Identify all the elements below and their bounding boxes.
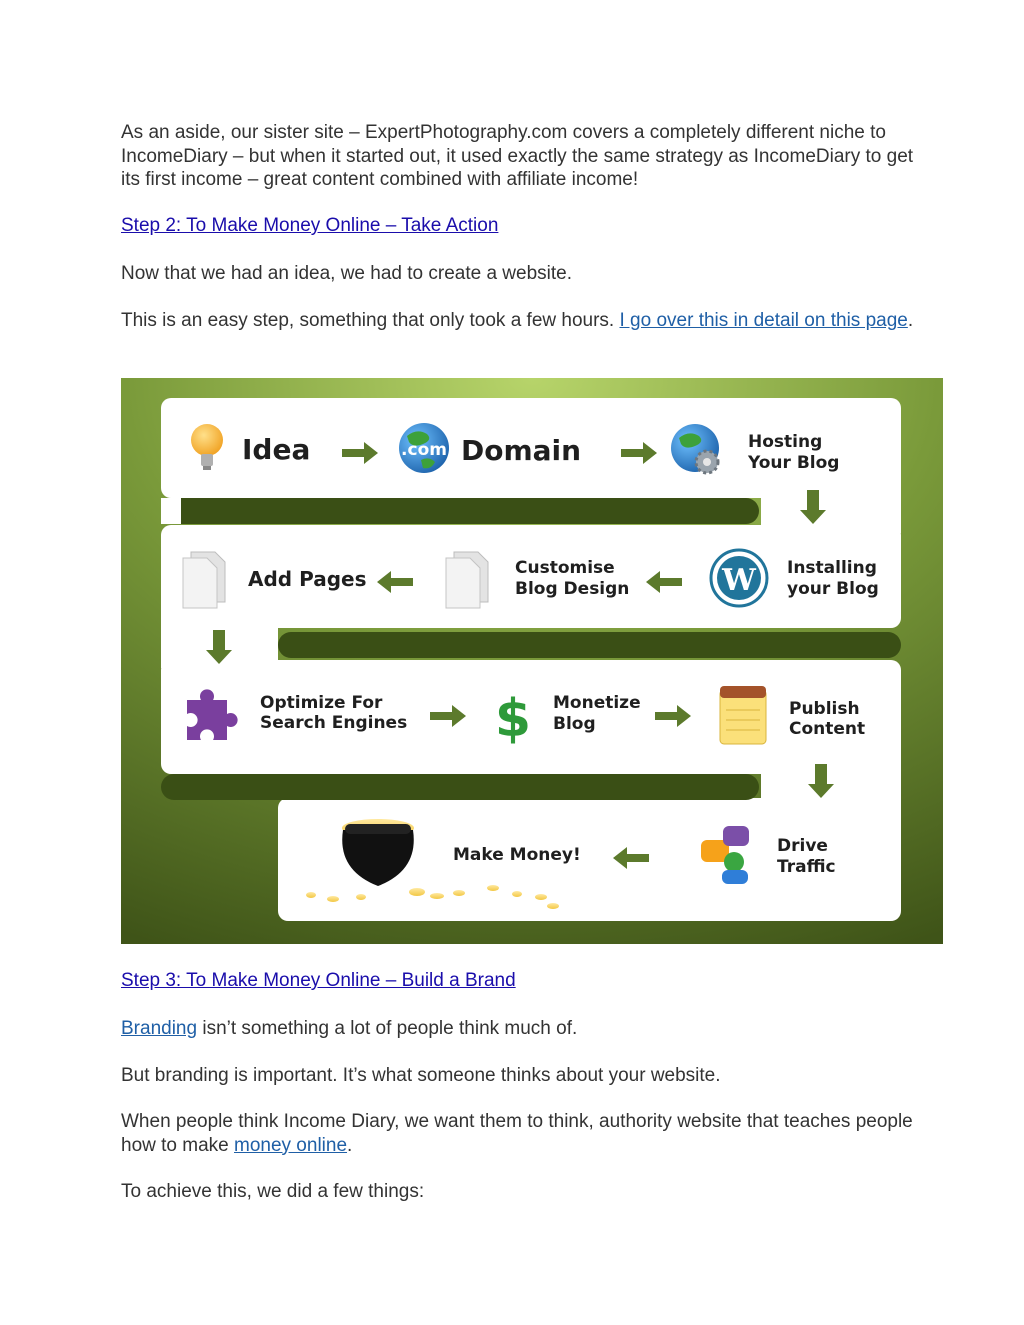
step-hosting	[671, 424, 839, 473]
branding-text: isn’t something a lot of people think much of.	[197, 1018, 578, 1039]
period: .	[347, 1134, 353, 1156]
hosting-label-line2: Your Blog	[748, 453, 840, 473]
easy-step-text: This is an easy step, something that only took a few hours.	[121, 310, 620, 331]
money-online-link[interactable]: money online	[234, 1134, 348, 1156]
step2-link[interactable]: Step 2: To Make Money Online – Take Action	[121, 215, 499, 236]
document-icon	[446, 552, 488, 608]
aside-paragraph: As an aside, our sister site – ExpertPhotography.com covers a completely different niche to IncomeDiary – but when it started out, it used exactly the same strategy as IncomeDiary to get its first income – great content combined with affiliate income!	[121, 122, 914, 190]
optimize-label-line2: Search Engines	[260, 713, 408, 733]
dollar-icon: $	[494, 689, 532, 749]
achieve-paragraph: To achieve this, we did a few things:	[121, 1181, 425, 1202]
idea-paragraph: Now that we had an idea, we had to create a website.	[121, 263, 572, 284]
monetize-label-line1: Monetize	[553, 693, 641, 713]
branding-paragraph	[121, 1017, 921, 1041]
step3-heading	[121, 969, 921, 993]
drive-label-line2: Traffic	[777, 857, 836, 877]
dotcom-text: .com	[401, 440, 447, 460]
detail-page-link[interactable]: I go over this in detail on this page	[619, 310, 908, 331]
authority-paragraph	[121, 1110, 921, 1157]
step3-link[interactable]: Step 3: To Make Money Online – Build a Brand	[121, 970, 516, 991]
installing-label-line2: your Blog	[787, 579, 879, 599]
publish-label-line1: Publish	[789, 699, 860, 719]
svg-text:W: W	[722, 563, 756, 598]
process-flowchart	[121, 378, 943, 944]
installing-label-line1: Installing	[787, 558, 877, 578]
idea-label: Idea	[242, 433, 311, 466]
domain-label: Domain	[461, 434, 582, 467]
authority-text: When people think Income Diary, we want them to think, authority website that teaches people how to make	[121, 1111, 913, 1156]
publish-label-line2: Content	[789, 719, 866, 739]
customise-label-line2: Blog Design	[515, 579, 630, 599]
step2-heading	[121, 214, 921, 238]
period: .	[907, 310, 914, 331]
branding-link[interactable]: Branding	[121, 1018, 198, 1039]
notepad-icon	[720, 686, 766, 744]
drive-label-line1: Drive	[777, 836, 828, 856]
hosting-label-line1: Hosting	[748, 432, 823, 452]
wordpress-icon	[711, 550, 767, 606]
important-paragraph: But branding is important. It’s what someone thinks about your website.	[121, 1065, 721, 1086]
customise-label-line1: Customise	[515, 558, 615, 578]
add-pages-label: Add Pages	[248, 567, 367, 591]
easy-step-paragraph	[121, 309, 921, 333]
monetize-label-line2: Blog	[553, 714, 596, 734]
make-money-label: Make Money!	[453, 845, 581, 865]
globe-icon	[399, 423, 449, 473]
document-icon	[183, 552, 225, 608]
optimize-label-line1: Optimize For	[260, 693, 383, 713]
